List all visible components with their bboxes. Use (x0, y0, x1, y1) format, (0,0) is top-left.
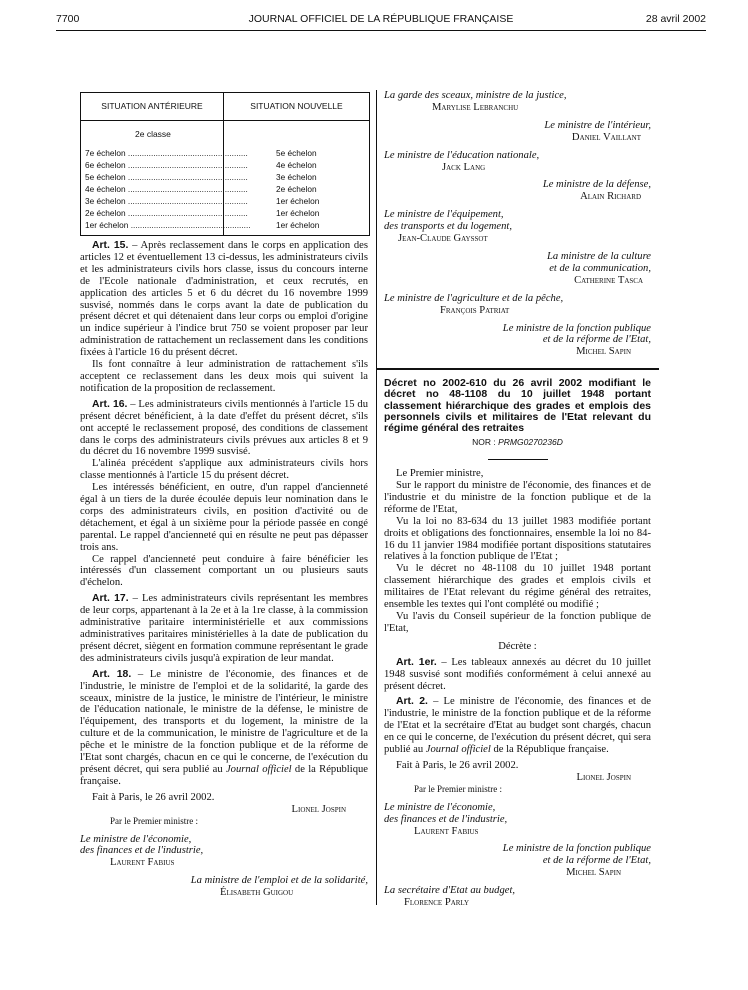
by-prime-minister-2: Par le Premier ministre : (414, 783, 502, 794)
table-row: 1er échelon .................................................... 1er échelon (85, 220, 320, 230)
article-16-p2: L'alinéa précédent s'applique aux administrateurs civils hors classe mentionnés à l'article 15 du présent décret. (80, 458, 368, 482)
page-header (56, 14, 706, 28)
nor-reference: NOR : PRMG0270236D (472, 437, 563, 448)
page-number: 7700 (56, 13, 80, 25)
signature-economy-2: Le ministre de l'économie, des finances et de l'industrie, Laurent Fabius (384, 801, 508, 837)
article-1: Art. 1er. – Les tableaux annexés au décret du 10 juillet 1948 susvisé sont modifiés conformément à celui annexé au présent décret. (384, 656, 651, 692)
section-rule (376, 368, 659, 370)
table-class-label: 2e classe (135, 129, 171, 139)
article-15-p2: Ils font connaître à leur administration de rattachement s'ils acceptent ce reclassement dans les deux mois qui suivent la notification de la proposition de reclassement. (80, 359, 368, 394)
column-divider (376, 90, 377, 905)
signature-equipment: Le ministre de l'équipement, des transports et du logement, Jean-Claude Gayssot (384, 209, 512, 245)
table-row: 6e échelon .................................................... 4e échelon (85, 160, 317, 170)
signature-employment: La ministre de l'emploi et de la solidarité, Élisabeth Guigou (190, 875, 368, 899)
decrete: Décrète : (498, 640, 537, 652)
visa-4: Vu l'avis du Conseil supérieur de la fonction publique de l'Etat, (384, 611, 651, 634)
signature-culture: La ministre de la culture et de la communication, Catherine Tasca (547, 250, 651, 286)
visa-1: Sur le rapport du ministre de l'économie, des finances et de l'industrie et du ministre de la fonction publique et de la réforme de l'Etat, (384, 480, 651, 515)
prime-minister: Le Premier ministre, (396, 468, 484, 480)
right-column (384, 90, 651, 909)
left-column (80, 240, 368, 899)
article-16-p4: Ce rappel d'ancienneté peut conduire à faire bénéficier les intéressés d'un classement comportant un ou plusieurs sauts d'échelon. (80, 553, 368, 589)
visa-2: Vu la loi no 83-634 du 13 juillet 1983 modifiée portant droits et obligations des fonctionnaires, ensemble la loi no 84-16 du 11 janvier 1984 modifiée portant dispositions statutaires relatives à la fonction publique de l'Etat ; (384, 515, 651, 563)
visa-3: Vu le décret no 48-1108 du 10 juillet 1948 portant classement hiérarchique des grades et emplois civils et militaires de l'Etat relevant du régime général des retraites, ensemble les textes qui l'ont complété ou modifié ; (384, 563, 651, 611)
signature-interior: Le ministre de l'intérieur, Daniel Vaillant (544, 119, 651, 143)
article-18: Art. 18. – Le ministre de l'économie, des finances et de l'industrie, le ministre de l'emploi et de la solidarité, la garde des sceaux, ministre de la justice, le ministre de l'intérieur, le ministre de l'éducation nationale, le ministre de la défense, le ministre de l'équipement, des transports et du logement, la ministre de la culture et de la communication, le ministre de l'agriculture et de la pêche et le ministre de la fonction publique et de la réforme de l'Etat sont chargés, chacun en ce qui le concerne, de l'exécution du présent décret, qui sera publié au Journal officiel de la République française. (80, 668, 368, 787)
by-prime-minister: Par le Premier ministre : (110, 815, 198, 826)
done-at-2: Fait à Paris, le 26 avril 2002. (396, 759, 519, 771)
decree-title: Décret no 2002-610 du 26 avril 2002 modifiant le décret no 48-1108 du 10 juillet 1948 portant classement hiérarchique des grades et emplois des personnels civils et militaires de l'Etat relevant du régime général des retraites (384, 377, 651, 435)
signature-agriculture: Le ministre de l'agriculture et de la pêche, François Patriat (384, 292, 564, 316)
table-row: 5e échelon .................................................... 3e échelon (85, 172, 317, 182)
signer-name-2: Lionel Jospin (576, 771, 631, 783)
table-row: 4e échelon .................................................... 2e échelon (85, 184, 317, 194)
table-rows (85, 147, 365, 231)
issue-date: 28 avril 2002 (645, 13, 706, 25)
table-row: 7e échelon .................................................... 5e échelon (85, 148, 317, 158)
signature-civil-service: Le ministre de la fonction publique et de la réforme de l'Etat, Michel Sapin (502, 322, 651, 358)
table-row: 2e échelon .................................................... 1er échelon (85, 208, 320, 218)
header-rule (56, 30, 706, 31)
short-rule (488, 459, 548, 460)
signature-justice: La garde des sceaux, ministre de la justice, Marylise Lebranchu (384, 90, 567, 113)
signature-budget: La secrétaire d'Etat au budget, Florence Parly (384, 885, 516, 909)
table-row: 3e échelon .................................................... 1er échelon (85, 196, 320, 206)
article-17: Art. 17. – Les administrateurs civils représentant les membres de leur corps, appartenant à la 2e et à la 1re classe, à la commission administrative paritaire interministérielle et aux commissions administratives paritaires ministérielles à la date de publication du présent décret, siègent en formation commune représentant le grade des administrateurs civils jusqu'à expiration de leur mandat. (80, 593, 368, 664)
article-16-p3: Les intéressés bénéficient, en outre, d'un rappel d'ancienneté égal à un tiers de la durée écoulée depuis leur nomination dans le corps des administrateurs civils, en position d'activité ou de détachement, et égal à un sixième pour la période passée en congé parental. Le rappel d'ancienneté qui en résulte ne peut pas dépasser trois ans. (80, 482, 368, 553)
signature-defense: Le ministre de la défense, Alain Richard (542, 179, 651, 203)
reclassification-table (80, 92, 370, 236)
table-header-after: SITUATION NOUVELLE (224, 93, 369, 121)
done-at: Fait à Paris, le 26 avril 2002. (92, 791, 215, 803)
signature-education: Le ministre de l'éducation nationale, Jack Lang (384, 149, 540, 173)
article-16: Art. 16. – Les administrateurs civils mentionnés à l'article 15 du présent décret bénéficient, à la date d'effet du présent décret, s'ils ont accepté le reclassement proposé, des conditions de classement dans le corps des administrateurs civils prévues aux articles 8 et 9 du décret du 16 novembre 1999 susvisé. (80, 398, 368, 458)
article-15: Art. 15. – Après reclassement dans le corps en application des articles 12 et éventuellement 13 ci-dessus, les administrateurs civils et les administrateurs civils hors classe, issus du concours interne de l'Ecole nationale d'administration, et ceux recrutés, en application des articles 5 et 6 du décret du 16 novembre 1999 susvisé, nommés dans le corps avant la date de publication du présent décret et qui détenaient dans leur corps ou emploi d'origine un indice supérieur à l'indice brut 750 se voient proposer par leur administration de rattachement un reclassement dans les conditions fixées à l'article 16 du présent décret. (80, 240, 368, 359)
signer-name: Lionel Jospin (291, 803, 346, 815)
signature-economy: Le ministre de l'économie, des finances et de l'industrie, Laurent Fabius (80, 833, 204, 869)
journal-title: JOURNAL OFFICIEL DE LA RÉPUBLIQUE FRANÇAISE (248, 13, 514, 25)
article-2: Art. 2. – Le ministre de l'économie, des finances et de l'industrie, le ministre de la fonction publique et de la réforme de l'Etat et la secrétaire d'Etat au budget sont chargés, chacun en ce qui le concerne, de l'exécution du présent décret, qui sera publié au Journal officiel de la République française. (384, 696, 652, 756)
table-header-before: SITUATION ANTÉRIEURE (81, 93, 224, 121)
signature-civil-service-2: Le ministre de la fonction publique et de la réforme de l'Etat, Michel Sapin (502, 843, 651, 879)
